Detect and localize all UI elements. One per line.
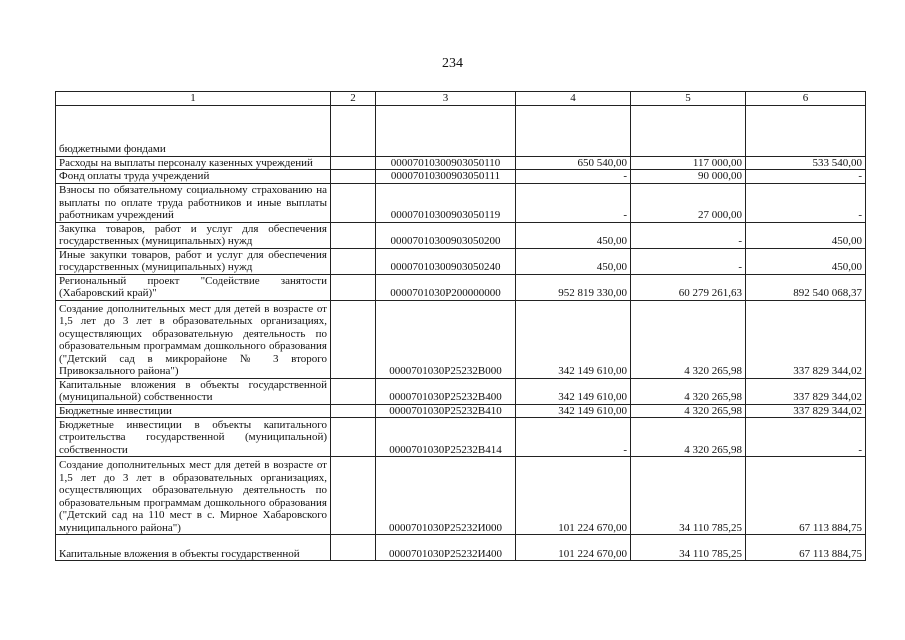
row-col2-cell bbox=[331, 457, 376, 535]
row-code-cell: 0000701030P25232И400 bbox=[376, 535, 516, 561]
column-number-row bbox=[56, 92, 866, 106]
row-amount-col6: 450,00 bbox=[746, 248, 866, 274]
table-row bbox=[56, 183, 866, 222]
row-amount-col6: - bbox=[746, 170, 866, 184]
row-col2-cell bbox=[331, 183, 376, 222]
row-name-cell: Бюджетные инвестиции bbox=[56, 404, 331, 418]
row-code-cell: 00007010300903050110 bbox=[376, 156, 516, 170]
row-amount-col4: - bbox=[516, 418, 631, 457]
row-name-cell: Фонд оплаты труда учреждений bbox=[56, 170, 331, 184]
row-code-cell: 0000701030P25232В414 bbox=[376, 418, 516, 457]
row-code-cell: 00007010300903050200 bbox=[376, 222, 516, 248]
row-code-cell: 00007010300903050119 bbox=[376, 183, 516, 222]
row-name-cell: Закупка товаров, работ и услуг для обеспечения государственных (муниципальных) нужд bbox=[56, 222, 331, 248]
budget-table bbox=[55, 91, 866, 561]
row-code-cell: 0000701030P25232И000 bbox=[376, 457, 516, 535]
page-number: 234 bbox=[442, 56, 463, 71]
table-row bbox=[56, 457, 866, 535]
row-col2-cell bbox=[331, 222, 376, 248]
row-amount-col5: - bbox=[631, 248, 746, 274]
row-amount-col6: 337 829 344,02 bbox=[746, 378, 866, 404]
row-amount-col6: 533 540,00 bbox=[746, 156, 866, 170]
row-amount-col4: 342 149 610,00 bbox=[516, 404, 631, 418]
column-header-5: 5 bbox=[631, 92, 746, 106]
row-code-cell: 0000701030P25232В410 bbox=[376, 404, 516, 418]
row-code-cell: 00007010300903050240 bbox=[376, 248, 516, 274]
row-amount-col6: 67 113 884,75 bbox=[746, 535, 866, 561]
row-name-cell: Иные закупки товаров, работ и услуг для обеспечения государственных (муниципальных) нужд bbox=[56, 248, 331, 274]
table-row bbox=[56, 418, 866, 457]
row-amount-col5: 34 110 785,25 bbox=[631, 457, 746, 535]
column-header-6: 6 bbox=[746, 92, 866, 106]
row-amount-col4: 342 149 610,00 bbox=[516, 378, 631, 404]
row-col2-cell bbox=[331, 274, 376, 300]
row-col2-cell bbox=[331, 170, 376, 184]
row-amount-col4: 101 224 670,00 bbox=[516, 535, 631, 561]
row-amount-col4: - bbox=[516, 183, 631, 222]
table-row bbox=[56, 156, 866, 170]
row-code-cell bbox=[376, 105, 516, 156]
table-row bbox=[56, 404, 866, 418]
row-amount-col5: - bbox=[631, 222, 746, 248]
row-name-cell: бюджетными фондами bbox=[56, 105, 331, 156]
row-amount-col4 bbox=[516, 105, 631, 156]
row-code-cell: 0000701030P200000000 bbox=[376, 274, 516, 300]
row-name-cell: Расходы на выплаты персоналу казенных учреждений bbox=[56, 156, 331, 170]
row-col2-cell bbox=[331, 535, 376, 561]
row-col2-cell bbox=[331, 378, 376, 404]
row-col2-cell bbox=[331, 404, 376, 418]
row-amount-col5: 27 000,00 bbox=[631, 183, 746, 222]
row-col2-cell bbox=[331, 248, 376, 274]
row-name-cell: Бюджетные инвестиции в объекты капитального строительства государственной (муниципальной) собственности bbox=[56, 418, 331, 457]
row-amount-col6: 337 829 344,02 bbox=[746, 404, 866, 418]
table-row bbox=[56, 105, 866, 156]
column-header-3: 3 bbox=[376, 92, 516, 106]
row-amount-col4: 101 224 670,00 bbox=[516, 457, 631, 535]
row-col2-cell bbox=[331, 300, 376, 378]
row-amount-col6: - bbox=[746, 418, 866, 457]
row-amount-col4: 952 819 330,00 bbox=[516, 274, 631, 300]
row-amount-col5: 4 320 265,98 bbox=[631, 300, 746, 378]
row-amount-col5: 4 320 265,98 bbox=[631, 378, 746, 404]
table-row bbox=[56, 170, 866, 184]
row-amount-col5: 4 320 265,98 bbox=[631, 404, 746, 418]
row-name-cell: Региональный проект "Содействие занятости (Хабаровский край)" bbox=[56, 274, 331, 300]
table-row bbox=[56, 300, 866, 378]
row-amount-col4: 450,00 bbox=[516, 222, 631, 248]
row-name-cell: Взносы по обязательному социальному страхованию на выплаты по оплате труда работников и иные выплаты работникам учреждений bbox=[56, 183, 331, 222]
row-amount-col6: 67 113 884,75 bbox=[746, 457, 866, 535]
row-name-cell: Капитальные вложения в объекты государственной (муниципальной) собственности bbox=[56, 378, 331, 404]
row-amount-col4: 650 540,00 bbox=[516, 156, 631, 170]
column-header-1: 1 bbox=[56, 92, 331, 106]
row-name-cell: Капитальные вложения в объекты государственной bbox=[56, 535, 331, 561]
table-row bbox=[56, 378, 866, 404]
row-amount-col6: 892 540 068,37 bbox=[746, 274, 866, 300]
row-amount-col6: - bbox=[746, 183, 866, 222]
row-code-cell: 00007010300903050111 bbox=[376, 170, 516, 184]
row-col2-cell bbox=[331, 156, 376, 170]
table-row bbox=[56, 535, 866, 561]
row-name-cell: Создание дополнительных мест для детей в возрасте от 1,5 лет до 3 лет в образовательных организациях, осуществляющих образовательную деятельность по образовательным программам дошкольного образования ("Детский сад на 110 мест в с. Мирное Хабаровского муниципального района") bbox=[56, 457, 331, 535]
row-col2-cell bbox=[331, 418, 376, 457]
table-row bbox=[56, 222, 866, 248]
column-header-4: 4 bbox=[516, 92, 631, 106]
row-name-cell: Создание дополнительных мест для детей в возрасте от 1,5 лет до 3 лет в образовательных организациях, осуществляющих образовательную деятельность по образовательным программам дошкольного образования ("Детский сад в микрорайоне № 3 второго Привокзального района") bbox=[56, 300, 331, 378]
row-col2-cell bbox=[331, 105, 376, 156]
row-amount-col5: 34 110 785,25 bbox=[631, 535, 746, 561]
row-amount-col5 bbox=[631, 105, 746, 156]
row-amount-col6: 337 829 344,02 bbox=[746, 300, 866, 378]
row-amount-col6 bbox=[746, 105, 866, 156]
row-amount-col4: 342 149 610,00 bbox=[516, 300, 631, 378]
column-header-2: 2 bbox=[331, 92, 376, 106]
row-code-cell: 0000701030P25232В400 bbox=[376, 378, 516, 404]
table-row bbox=[56, 248, 866, 274]
row-amount-col5: 117 000,00 bbox=[631, 156, 746, 170]
row-amount-col4: 450,00 bbox=[516, 248, 631, 274]
row-amount-col6: 450,00 bbox=[746, 222, 866, 248]
row-amount-col5: 90 000,00 bbox=[631, 170, 746, 184]
row-amount-col5: 4 320 265,98 bbox=[631, 418, 746, 457]
row-code-cell: 0000701030P25232В000 bbox=[376, 300, 516, 378]
row-amount-col5: 60 279 261,63 bbox=[631, 274, 746, 300]
row-amount-col4: - bbox=[516, 170, 631, 184]
table-row bbox=[56, 274, 866, 300]
